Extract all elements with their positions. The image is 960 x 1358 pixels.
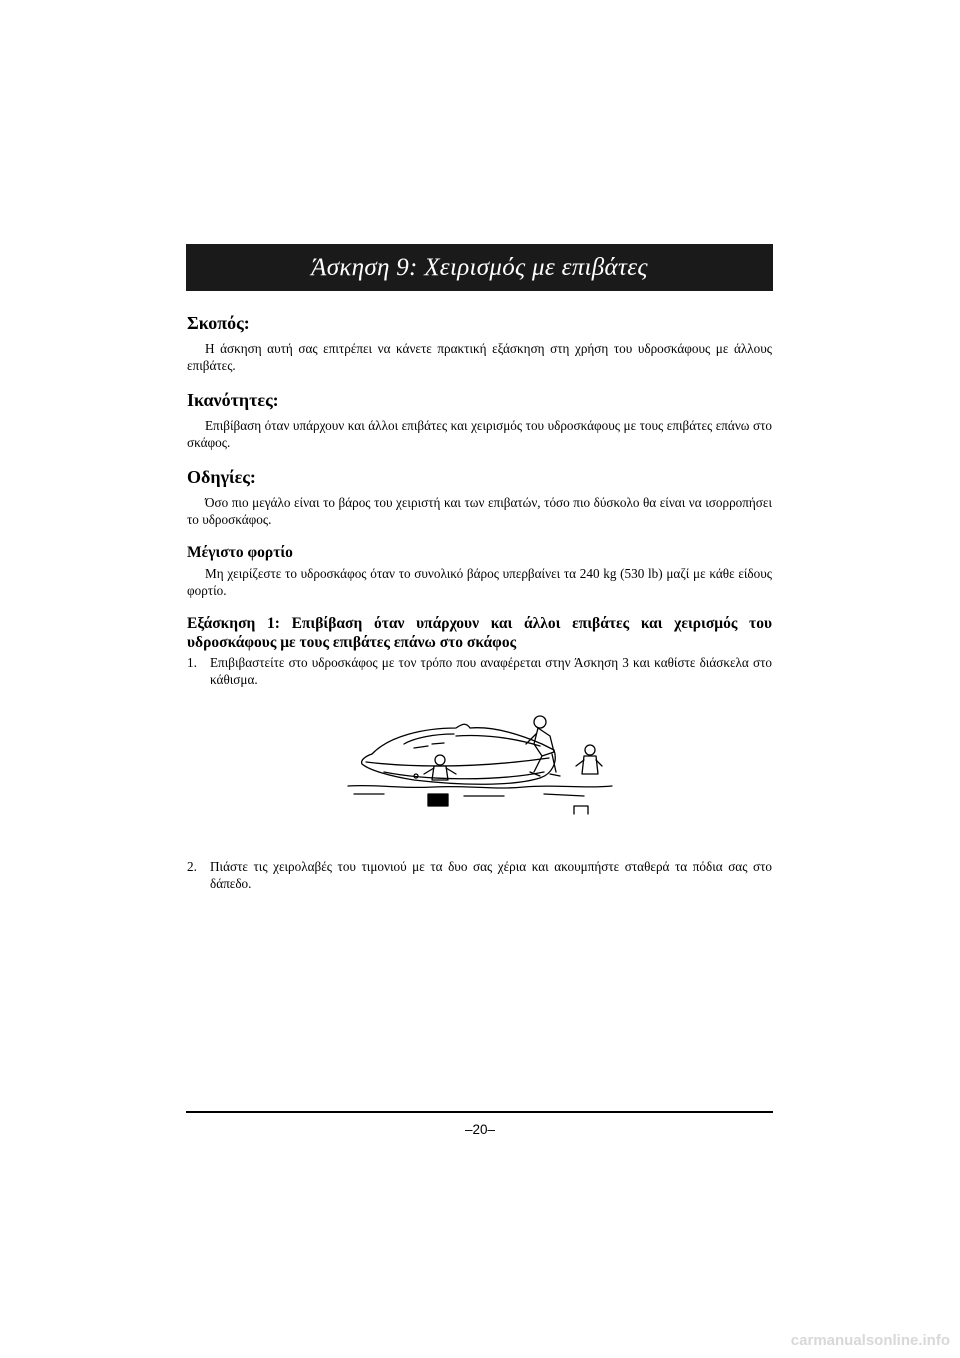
purpose-text: Η άσκηση αυτή σας επιτρέπει να κάνετε πρακτική εξάσκηση στη χρήση του υδροσκάφους με άλλους επιβάτες. — [187, 341, 772, 373]
title-banner — [186, 244, 773, 291]
exercise1-heading: Εξάσκηση 1: Επιβίβαση όταν υπάρχουν και άλλοι επιβάτες και χειρισμός του υδροσκάφους με τους επιβάτες επάνω στο σκάφος — [187, 615, 772, 651]
instructions-text: Όσο πιο μεγάλο είναι το βάρος του χειριστή και των επιβατών, τόσο πιο δύσκολο θα είναι να ισορροπήσει το υδροσκάφος. — [187, 495, 772, 527]
step-text: Πιάστε τις χειρολαβές του τιμονιού με τα δυο σας χέρια και ακουμπήστε σταθερά τα πόδια σας στο δάπεδο. — [210, 859, 772, 891]
purpose-heading: Σκοπός: — [187, 313, 250, 333]
max-load-text: Μη χειρίζεστε το υδροσκάφος όταν το συνολικό βάρος υπερβαίνει τα 240 kg (530 lb) μαζί με κάθε είδους φορτίο. — [187, 566, 772, 598]
footer-divider — [186, 1111, 773, 1113]
max-load-heading: Μέγιστο φορτίο — [187, 544, 293, 561]
exercise1-steps-b — [187, 858, 772, 892]
exercise1-steps-a — [187, 654, 772, 688]
page-title: Άσκηση 9: Χειρισμός με επιβάτες — [311, 253, 648, 281]
step-text: Επιβιβαστείτε στο υδροσκάφος με τον τρόπο που αναφέρεται στην Άσκηση 3 και καθίστε διάσκελα στο κάθισμα. — [210, 655, 772, 687]
skills-heading: Ικανότητες: — [187, 390, 279, 410]
instructions-heading: Οδηγίες: — [187, 467, 256, 487]
skills-text: Επιβίβαση όταν υπάρχουν και άλλοι επιβάτες και χειρισμός του υδροσκάφους με τους επιβάτες επάνω στο σκάφος. — [187, 418, 772, 450]
list-item — [187, 654, 772, 688]
step-number: 1. — [187, 655, 197, 670]
page-number: –20– — [464, 1122, 496, 1137]
list-item — [187, 858, 772, 892]
watercraft-illustration — [344, 714, 616, 822]
content-area — [187, 312, 772, 688]
watermark: carmanualsonline.info — [790, 1332, 950, 1349]
step-number: 2. — [187, 859, 197, 874]
